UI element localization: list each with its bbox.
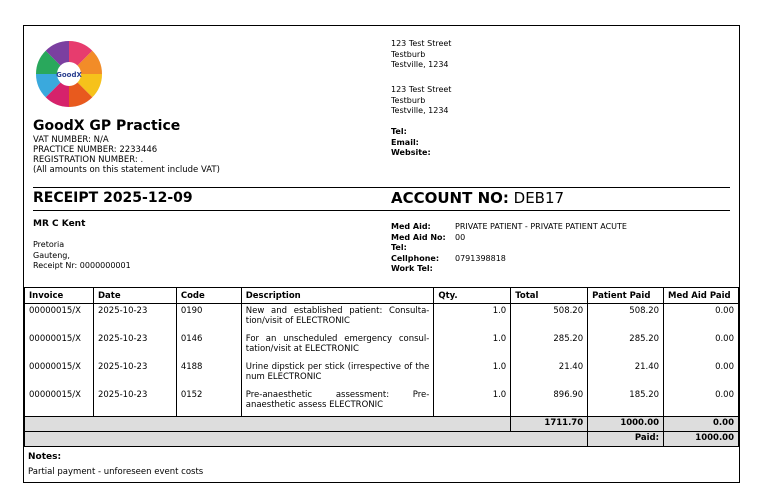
table-row: 00000015/X 2025-10-23 0146 For an unscheduled emergency consul-tation/visit at ELECTRONIC 1.0 285.20 285.20 0.00 [25,332,739,360]
patient-name: MR C Kent [33,219,86,229]
practice-number: PRACTICE NUMBER: 2233446 [33,145,158,155]
cellphone-value: 0791398818 [455,253,506,263]
practice-details [33,135,220,175]
registration-number: REGISTRATION NUMBER: . [33,155,144,165]
notes-text: Partial payment - unforeseen event costs [28,467,204,477]
table-header: Invoice Date Code Description Qty. Total Patient Paid Med Aid Paid [25,288,739,304]
account-label: ACCOUNT NO: [391,189,509,207]
divider [33,187,730,188]
medaidno-value: 00 [455,232,466,242]
account-value: DEB17 [513,189,565,207]
account-number [391,189,564,207]
practice-name: GoodX GP Practice [33,118,181,134]
grand-total: 1711.70 [511,417,588,432]
table-row: 00000015/X 2025-10-23 4188 Urine dipstick per stick (irrespective of the num ELECTRONIC 1.0 21.40 21.40 0.00 [25,360,739,388]
divider [33,210,730,211]
receipt-document [23,25,740,483]
practice-address-1: 123 Test Street Testburb Testville, 1234 [391,39,452,69]
vat-note: (All amounts on this statement include VAT) [33,165,220,175]
paid-label: Paid: [588,432,664,447]
practice-address-2: 123 Test Street Testburb Testville, 1234 [391,85,452,115]
table-row: 00000015/X 2025-10-23 0152 Pre-anaesthetic assessment: Pre-anaesthetic assess ELECTRONIC 1.0 896.90 185.20 0.00 [25,388,739,417]
paid-value: 1000.00 [664,432,739,447]
website-label: Website: [391,148,431,157]
medaid-paid-total: 0.00 [664,417,739,432]
medical-aid-details: Med Aid: PRIVATE PATIENT - PRIVATE PATIENT ACUTE Med Aid No: 00 Tel: Cellphone: 0791398818 Work Tel: [391,222,627,273]
receipt-number: Receipt Nr: 0000000001 [33,261,131,270]
totals-row [25,417,739,432]
patient-paid-total: 1000.00 [588,417,664,432]
vat-number: VAT NUMBER: N/A [33,135,109,145]
line-items-table [24,287,739,447]
practice-contact [391,127,431,159]
medaid-value: PRIVATE PATIENT - PRIVATE PATIENT ACUTE [455,222,627,231]
svg-text:GoodX: GoodX [56,71,82,79]
receipt-title: RECEIPT 2025-12-09 [33,190,193,206]
paid-row [25,432,739,447]
table-row: 00000015/X 2025-10-23 0190 New and established patient: Consulta-tion/visit of ELECTRONIC 1.0 508.20 508.20 0.00 [25,304,739,333]
tel-label: Tel: [391,127,407,136]
patient-address: Pretoria Gauteng, Receipt Nr: 0000000001 [33,240,131,270]
notes-title: Notes: [28,452,62,462]
practice-logo [35,40,103,108]
email-label: Email: [391,137,419,147]
